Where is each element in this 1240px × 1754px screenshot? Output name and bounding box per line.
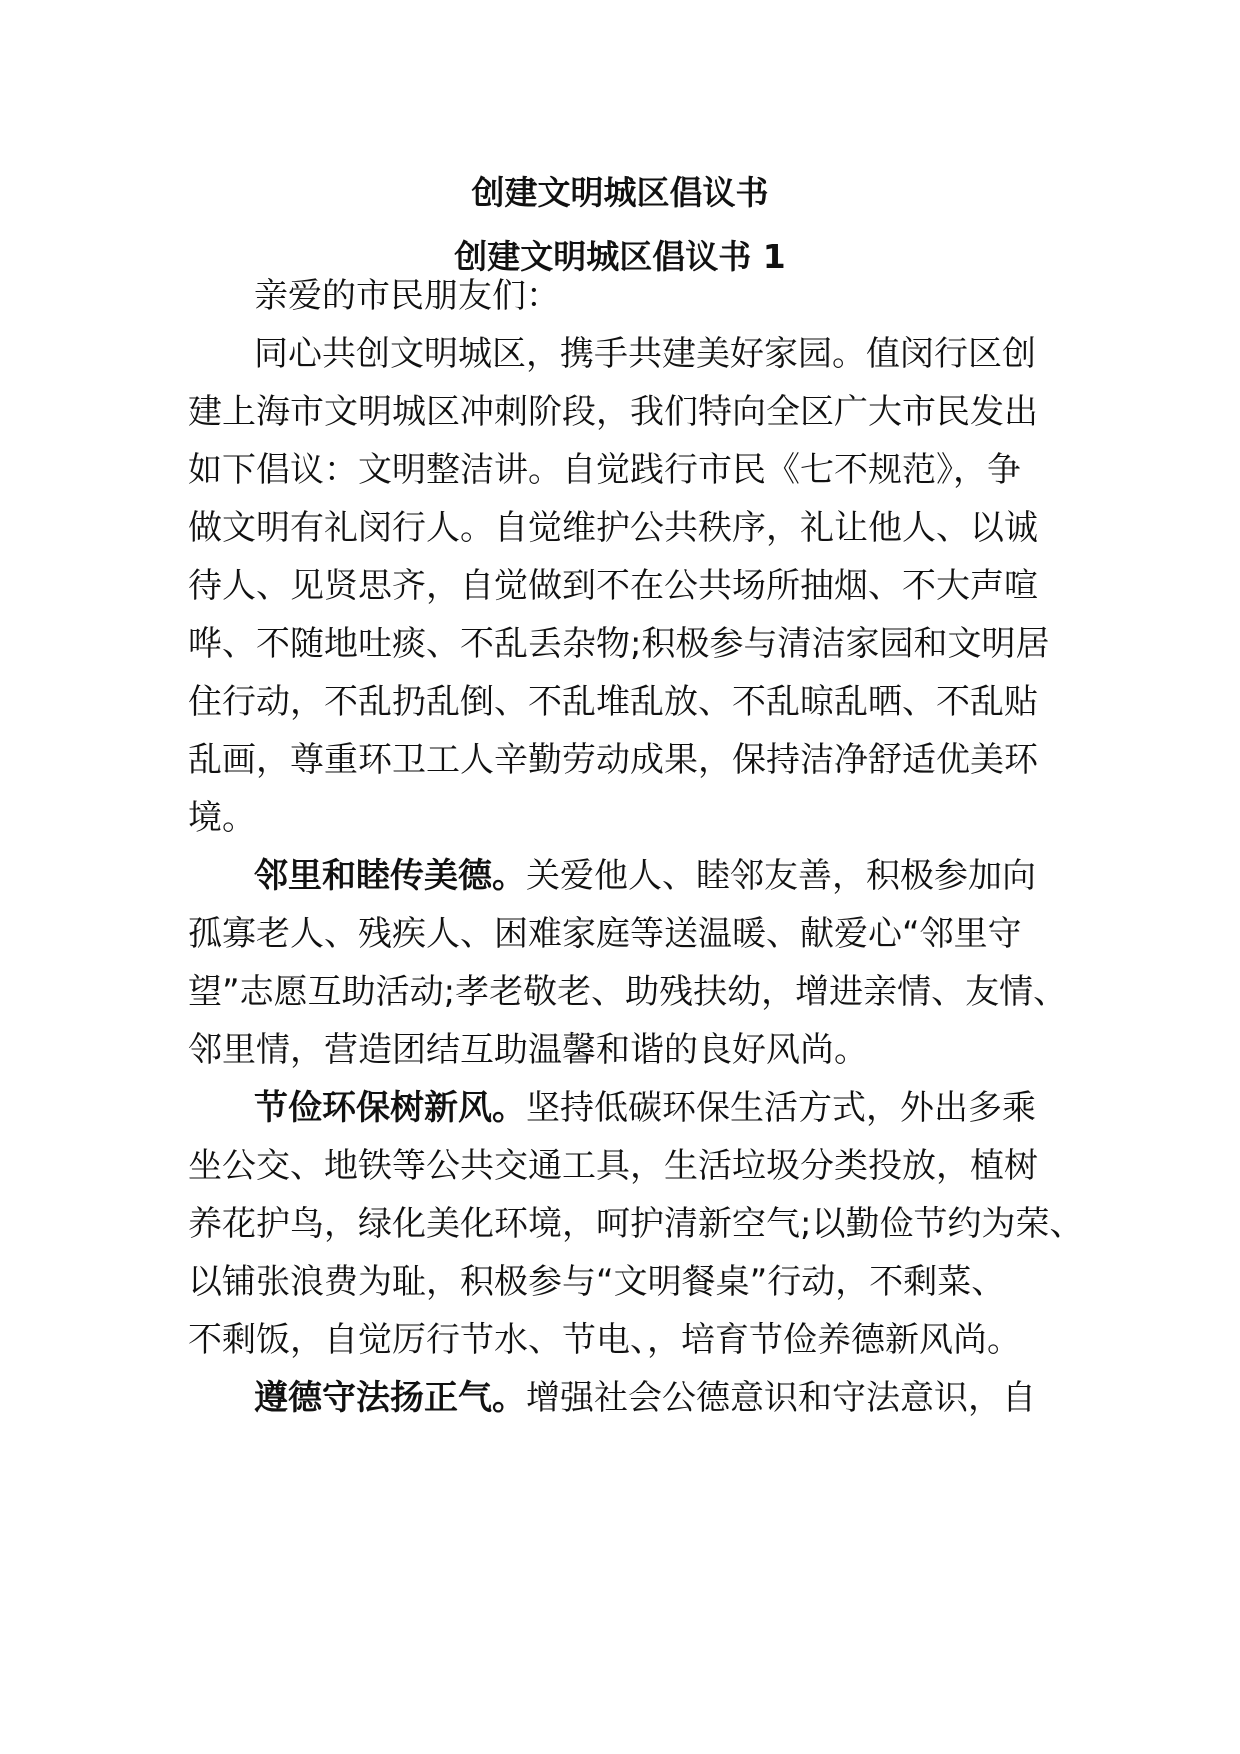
paragraph-line: 养花护鸟，绿化美化环境，呵护清新空气;以勤俭节约为荣、 — [188, 1204, 1084, 1244]
salutation: 亲爱的市民朋友们： — [254, 276, 560, 316]
paragraph-line: 待人、见贤思齐，自觉做到不在公共场所抽烟、不大声喧 — [188, 566, 1038, 606]
paragraph-line: 境。 — [188, 798, 256, 838]
paragraph-line: 如下倡议：文明整洁讲。自觉践行市民《七不规范》，争 — [188, 450, 1021, 490]
paragraph-line: 哗、不随地吐痰、不乱丢杂物;积极参与清洁家园和文明居 — [188, 624, 1050, 664]
paragraph-first-line — [254, 1374, 1068, 1422]
paragraph-lead: 邻里和睦传美德。 — [254, 856, 526, 896]
paragraph-line: 望”志愿互助活动;孝老敬老、助残扶幼，增进亲情、友情、 — [188, 972, 1068, 1012]
paragraph-line: 做文明有礼闵行人。自觉维护公共秩序，礼让他人、以诚 — [188, 508, 1038, 548]
paragraph-text: 关爱他人、睦邻友善，积极参加向 — [526, 856, 1036, 896]
paragraph-line: 邻里情，营造团结互助温馨和谐的良好风尚。 — [188, 1030, 868, 1070]
paragraph-lead: 遵德守法扬正气。 — [254, 1378, 526, 1418]
paragraph-line: 同心共创文明城区，携手共建美好家园。值闵行区创 — [254, 334, 1036, 374]
paragraph-text: 增强社会公德意识和守法意识，自 — [526, 1378, 1036, 1418]
document-subtitle: 创建文明城区倡议书 1 — [454, 237, 786, 276]
paragraph-line: 住行动，不乱扔乱倒、不乱堆乱放、不乱晾乱晒、不乱贴 — [188, 682, 1038, 722]
paragraph-line: 乱画，尊重环卫工人辛勤劳动成果，保持洁净舒适优美环 — [188, 740, 1038, 780]
paragraph-line: 以铺张浪费为耻，积极参与“文明餐桌”行动，不剩菜、 — [188, 1262, 1006, 1302]
paragraph-first-line — [254, 852, 1068, 900]
document-title: 创建文明城区倡议书 — [471, 173, 769, 212]
paragraph-lead: 节俭环保树新风。 — [254, 1088, 526, 1128]
paragraph-line: 孤寡老人、残疾人、困难家庭等送温暖、献爱心“邻里守 — [188, 914, 1022, 954]
paragraph-first-line — [254, 1084, 1068, 1132]
paragraph-line: 建上海市文明城区冲刺阶段，我们特向全区广大市民发出 — [188, 392, 1038, 432]
paragraph-text: 坚持低碳环保生活方式，外出多乘 — [526, 1088, 1036, 1128]
paragraph-line: 不剩饭，自觉厉行节水、节电、，培育节俭养德新风尚。 — [188, 1320, 1021, 1360]
paragraph-line: 坐公交、地铁等公共交通工具，生活垃圾分类投放，植树 — [188, 1146, 1038, 1186]
